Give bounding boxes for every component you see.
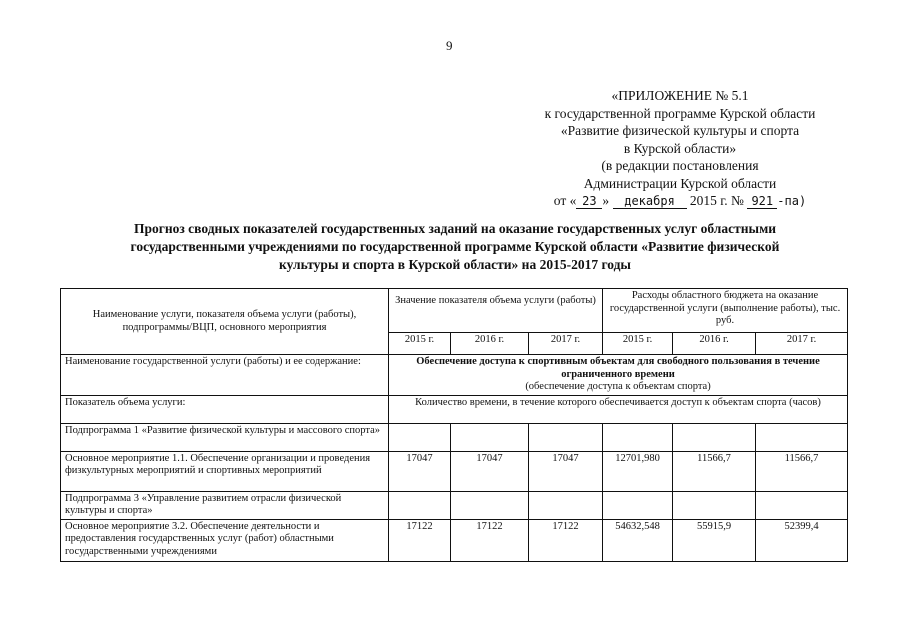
table-row [61,423,848,451]
table-row [61,519,848,561]
row-value: 55915,9 [673,519,756,561]
row-value [603,423,673,451]
row-value: 17122 [389,519,451,561]
appendix-line: «Развитие физической культуры и спорта [560,123,800,138]
row-value [529,491,603,519]
header-budget-group: Расходы областного бюджета на оказание государственной услуги (выполнение работы), тыс. руб. [603,289,848,333]
row-value: 11566,7 [673,451,756,491]
header-year: 2015 г. [389,333,451,355]
date-prefix: от « [553,193,577,208]
date-year: 2015 г. № [689,193,744,208]
service-value-bold: Обеспечение доступа к спортивным объектам для свободного пользования в течение ограниченного времени [416,356,820,380]
appendix-line: Администрации Курской области [583,175,777,191]
indicators-table [60,288,848,562]
appendix-line: в Курской области» [623,140,737,156]
row-value [451,423,529,451]
row-label: Подпрограмма 1 «Развитие физической культуры и массового спорта» [61,423,389,451]
appendix-line: к государственной программе Курской области [544,105,816,121]
row-value [389,423,451,451]
service-row [61,355,848,396]
row-value [673,423,756,451]
appendix-block [500,87,860,211]
row-value: 17047 [389,451,451,491]
row-value [756,423,848,451]
decree-number: 921 [747,194,777,209]
appendix-line: (в редакции постановления [601,158,759,173]
header-year: 2017 г. [756,333,848,355]
row-label: Основное мероприятие 1.1. Обеспечение организации и проведения физкультурных мероприятий и спортивных мероприятий [61,451,389,491]
page-number: 9 [446,38,453,53]
header-name-column: Наименование услуги, показателя объема услуги (работы), подпрограммы/ВЦП, основного мероприятия [61,289,389,355]
row-value: 17122 [451,519,529,561]
row-label: Подпрограмма 3 «Управление развитием отрасли физической культуры и спорта» [61,491,389,519]
service-value [389,355,848,396]
appendix-date-line [500,192,860,211]
row-value: 54632,548 [603,519,673,561]
table-row [61,491,848,519]
row-value [529,423,603,451]
header-year: 2015 г. [603,333,673,355]
row-value [673,491,756,519]
appendix-title: «ПРИЛОЖЕНИЕ № 5.1 [611,88,749,103]
date-mid: » [602,193,610,208]
row-value: 17047 [451,451,529,491]
title-line: культуры и спорта в Курской области» на 2015-2017 годы [279,257,631,272]
row-value: 11566,7 [756,451,848,491]
header-year: 2016 г. [673,333,756,355]
header-row-groups [61,289,848,333]
row-value [451,491,529,519]
title-line: Прогноз сводных показателей государственных заданий на оказание государственных услуг областными [133,221,777,236]
row-value: 17047 [529,451,603,491]
row-label: Основное мероприятие 3.2. Обеспечение деятельности и предоставления государственных услуг (работ) областными государственными учреждениями [61,519,389,561]
service-label: Наименование государственной услуги (работы) и ее содержание: [61,355,389,396]
row-value [603,491,673,519]
date-month: декабря [613,194,687,209]
title-line: государственными учреждениями по государственной программе Курской области «Развитие физической [130,239,780,254]
row-value: 52399,4 [756,519,848,561]
date-day: 23 [576,194,602,209]
service-value-plain: (обеспечение доступа к объектам спорта) [525,381,711,392]
header-year: 2016 г. [451,333,529,355]
indicator-label: Показатель объема услуги: [61,395,389,423]
header-year: 2017 г. [529,333,603,355]
row-value [756,491,848,519]
indicator-row [61,395,848,423]
row-value: 17122 [529,519,603,561]
decree-suffix: -па) [777,194,807,208]
row-value [389,491,451,519]
row-value: 12701,980 [603,451,673,491]
indicator-value: Количество времени, в течение которого обеспечивается доступ к объектам спорта (часов) [389,395,848,423]
header-volume-group: Значение показателя объема услуги (работы) [389,289,603,333]
table-row [61,451,848,491]
document-title [80,220,830,274]
